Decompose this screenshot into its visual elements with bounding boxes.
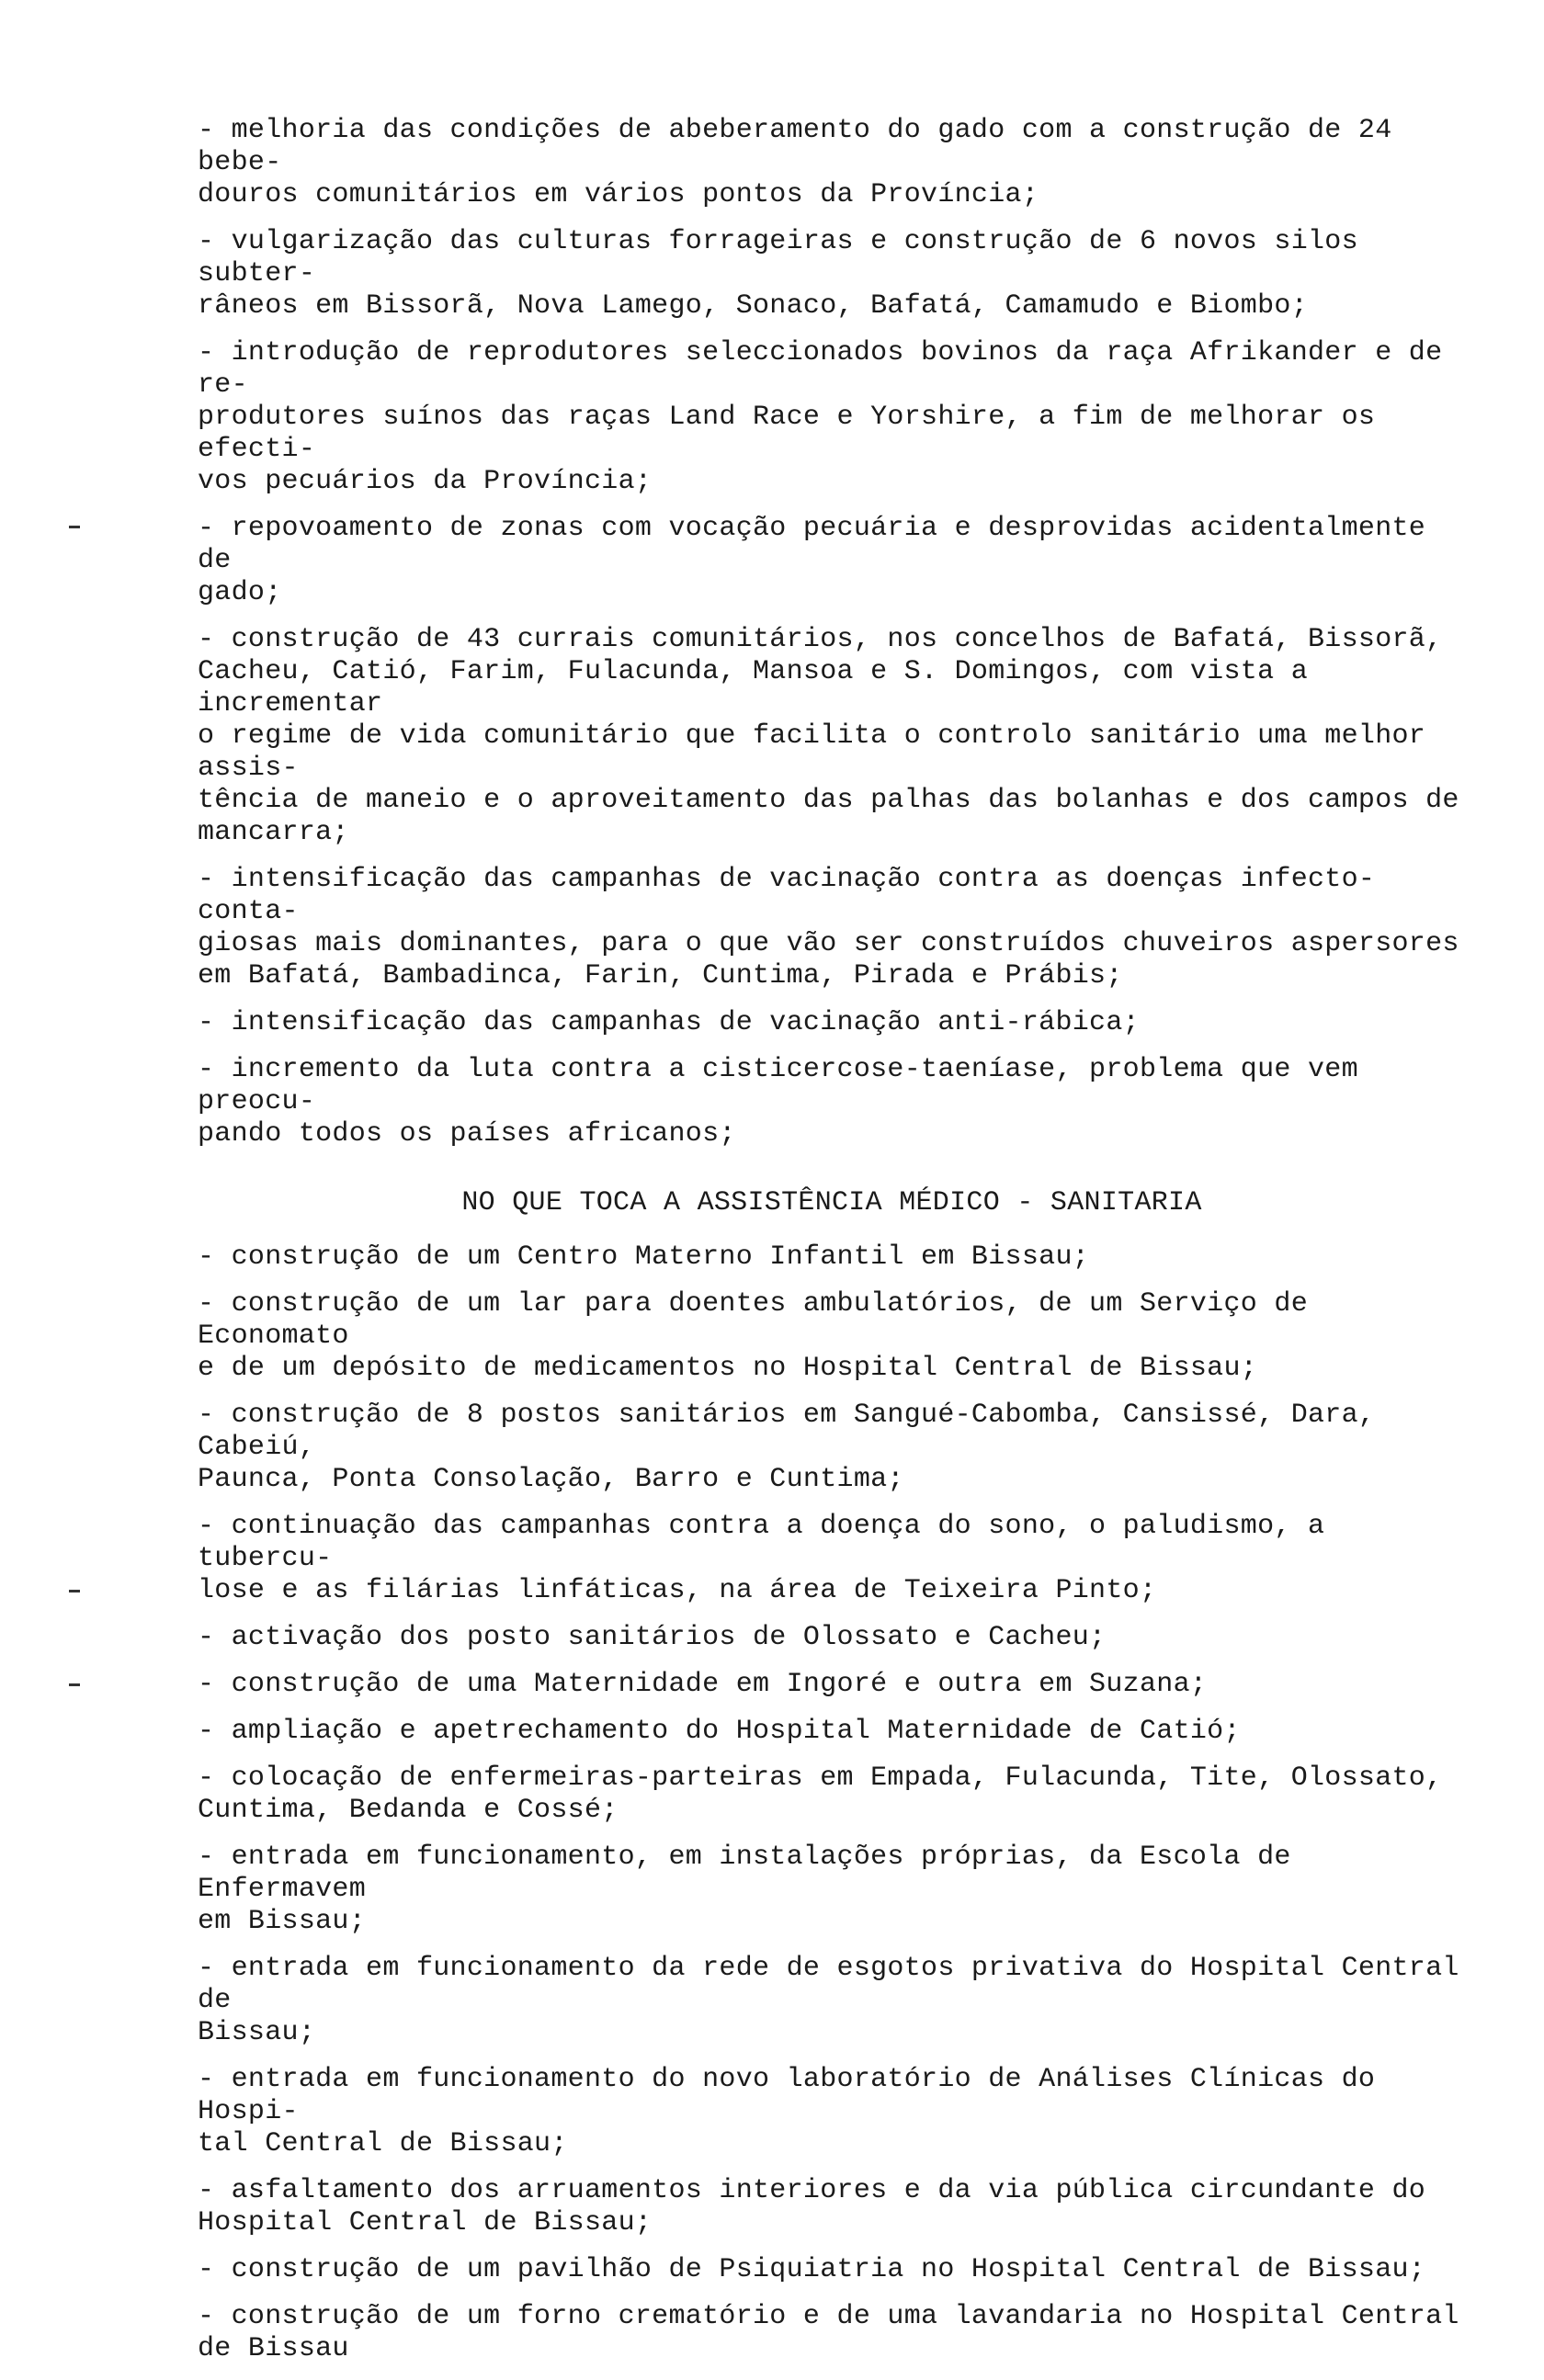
margin-mark xyxy=(69,1590,80,1592)
list-item: - vulgarização das culturas forrageiras e construção de 6 novos silos subter- râneos em Bissorã, Nova Lamego, Sonaco, Bafatá, Camamudo e Biombo; xyxy=(198,226,1358,322)
list-item: - intensificação das campanhas de vacinação contra as doenças infecto-conta- giosas mais dominantes, para o que vão ser construídos chuveiros aspersores em Bafatá, Bambadinca, Farin, Cuntima, Pirada e Prábis; xyxy=(198,864,1459,992)
margin-mark xyxy=(69,526,80,528)
margin-mark xyxy=(69,1683,80,1686)
list-item: - ampliação e apetrechamento do Hospital Maternidade de Catió; xyxy=(198,1716,1241,1747)
list-item: - construção de um forno crematório e de uma lavandaria no Hospital Central de Bissau xyxy=(198,2301,1459,2364)
list-item: - repovoamento de zonas com vocação pecuária e desprovidas acidentalmente de gado; xyxy=(198,513,1426,608)
list-item: - asfaltamento dos arruamentos interiores e da via pública circundante do Hospital Central de Bissau; xyxy=(198,2175,1426,2238)
document-page xyxy=(198,115,1466,2380)
health-list xyxy=(198,1241,1466,2365)
list-item: - entrada em funcionamento, em instalações próprias, da Escola de Enfermavem em Bissau; xyxy=(198,1842,1291,1937)
list-item: - construção de uma Maternidade em Ingoré e outra em Suzana; xyxy=(198,1669,1208,1700)
list-item: - entrada em funcionamento do novo laboratório de Análises Clínicas do Hospi- tal Central de Bissau; xyxy=(198,2064,1376,2159)
list-item: - intensificação das campanhas de vacinação anti-rábica; xyxy=(198,1007,1140,1038)
list-item: - entrada em funcionamento da rede de esgotos privativa do Hospital Central de Bissau; xyxy=(198,1953,1459,2048)
list-item: - construção de um Centro Materno Infantil em Bissau; xyxy=(198,1241,1090,1273)
list-item: - construção de 8 postos sanitários em Sangué-Cabomba, Cansissé, Dara, Cabeiú, Paunca, Ponta Consolação, Barro e Cuntima; xyxy=(198,1400,1376,1495)
list-item: - colocação de enfermeiras-parteiras em Empada, Fulacunda, Tite, Olossato, Cuntima, Bedanda e Cossé; xyxy=(198,1762,1443,1826)
list-item: - continuação das campanhas contra a doença do sono, o paludismo, a tubercu- lose e as filárias linfáticas, na área de Teixeira Pinto; xyxy=(198,1511,1325,1606)
list-item: - incremento da luta contra a cisticercose-taeníase, problema que vem preocu- pando todos os países africanos; xyxy=(198,1054,1358,1150)
list-item: - introdução de reprodutores seleccionados bovinos da raça Afrikander e de re- produtores suínos das raças Land Race e Yorshire, a fim de melhorar os efecti- vos pecuários da Província; xyxy=(198,337,1443,497)
list-item: - construção de um pavilhão de Psiquiatria no Hospital Central de Bissau; xyxy=(198,2254,1426,2285)
list-item: - activação dos posto sanitários de Olossato e Cacheu; xyxy=(198,1622,1107,1653)
list-item: - construção de um lar para doentes ambulatórios, de um Serviço de Economato e de um depósito de medicamentos no Hospital Central de Bissau; xyxy=(198,1288,1308,1384)
list-item: - construção de 43 currais comunitários, nos concelhos de Bafatá, Bissorã, Cacheu, Catió, Farim, Fulacunda, Mansoa e S. Domingos, com vista a incrementar o regime de vida comunitário que facilita o controlo sanitário uma melhor assis- tência de maneio e o aproveitamento das palhas das bolanhas e dos campos de mancarra; xyxy=(198,624,1459,848)
list-item: - melhoria das condições de abeberamento do gado com a construção de 24 bebe- douros comunitários em vários pontos da Província; xyxy=(198,115,1392,210)
section-heading: NO QUE TOCA A ASSISTÊNCIA MÉDICO - SANITARIA xyxy=(461,1187,1202,1218)
livestock-list xyxy=(198,115,1466,1150)
